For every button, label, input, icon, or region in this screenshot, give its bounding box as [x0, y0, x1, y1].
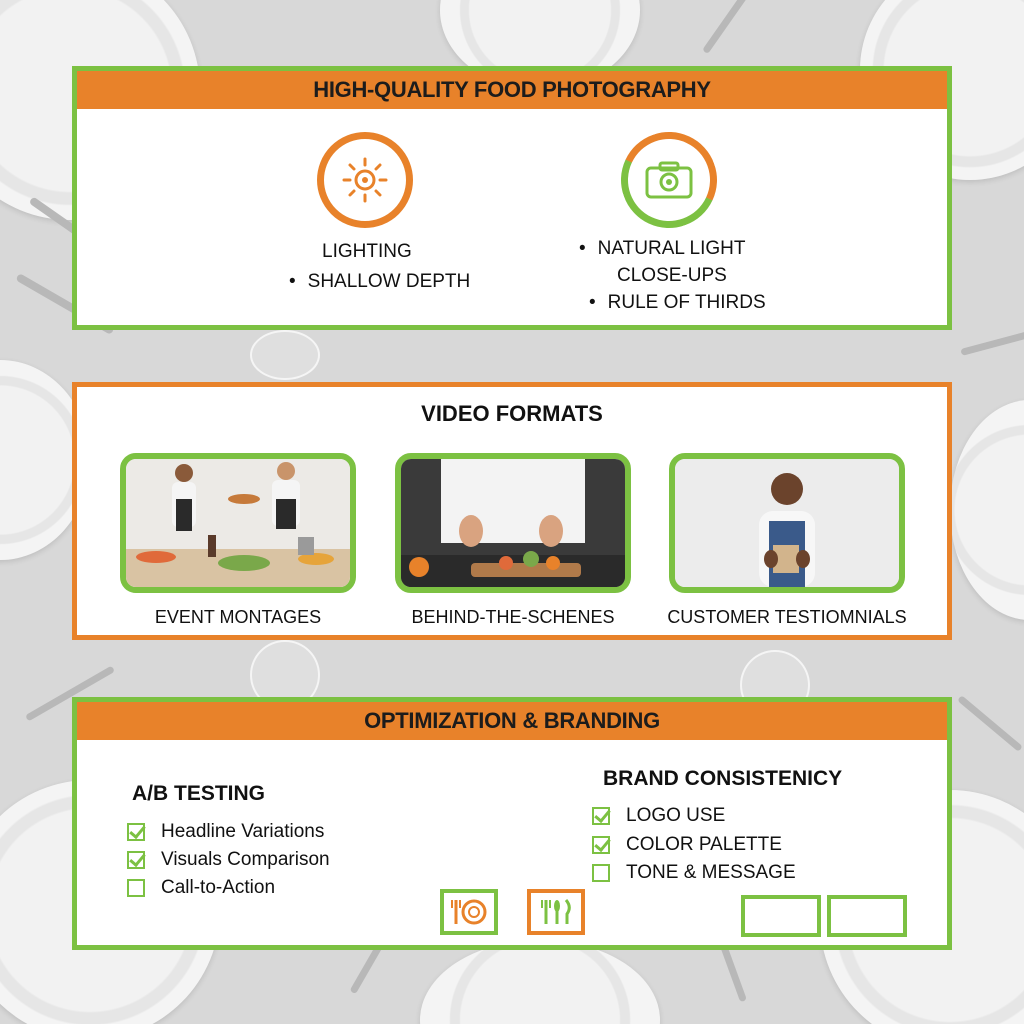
video-card-label: BEHIND-THE-SCHENES — [411, 607, 615, 627]
checkbox-unchecked[interactable] — [127, 879, 145, 897]
checkbox-checked[interactable] — [127, 851, 145, 869]
checkbox-label: Call-to-Action — [161, 877, 276, 898]
event-montage-thumbnail[interactable] — [120, 453, 356, 593]
checkbox-checked[interactable] — [592, 807, 610, 825]
checkbox-label: Headline Variations — [161, 821, 325, 842]
fork-spoon-knife-icon — [527, 889, 585, 935]
plate-fork-icon — [440, 889, 498, 935]
photography-panel — [72, 66, 952, 330]
checkbox-label: COLOR PALETTE — [626, 834, 782, 855]
ab-testing-item[interactable] — [127, 877, 275, 899]
camera-icon — [607, 118, 730, 241]
checkbox-checked[interactable] — [592, 836, 610, 854]
ab-testing-item[interactable] — [127, 821, 324, 843]
placeholder-box — [827, 895, 907, 937]
optimization-branding-panel — [72, 697, 952, 950]
checkbox-label: Visuals Comparison — [161, 849, 330, 870]
brand-item[interactable] — [592, 834, 782, 856]
ab-testing-heading: A/B TESTING — [132, 782, 266, 805]
photo-right-item: • RULE OF THIRDS — [589, 292, 766, 314]
photo-right-item: • NATURAL LIGHT — [579, 238, 745, 260]
photo-left-item: LIGHTING — [322, 241, 412, 262]
ab-testing-item[interactable] — [127, 849, 330, 871]
photography-title: HIGH-QUALITY FOOD PHOTOGRAPHY — [77, 71, 947, 109]
sun-icon — [317, 132, 413, 228]
video-card-label: EVENT MONTAGES — [154, 607, 322, 627]
brand-item[interactable] — [592, 862, 796, 884]
brand-consistency-heading: BRAND CONSISTENICY — [603, 767, 843, 790]
customer-testimonial-thumbnail[interactable] — [669, 453, 905, 593]
placeholder-box — [741, 895, 821, 937]
video-card-label: CUSTOMER TESTIOMNIALS — [667, 607, 907, 627]
checkbox-label: LOGO USE — [626, 805, 726, 826]
checkbox-checked[interactable] — [127, 823, 145, 841]
photo-left-item: • SHALLOW DEPTH — [289, 271, 470, 293]
checkbox-label: TONE & MESSAGE — [626, 862, 796, 883]
photo-right-item: CLOSE-UPS — [617, 265, 727, 286]
checkbox-unchecked[interactable] — [592, 864, 610, 882]
video-formats-title: VIDEO FORMATS — [421, 401, 603, 426]
optimization-title: OPTIMIZATION & BRANDING — [77, 702, 947, 740]
behind-the-scenes-thumbnail[interactable] — [395, 453, 631, 593]
brand-item[interactable] — [592, 805, 725, 827]
video-formats-panel — [72, 382, 952, 640]
